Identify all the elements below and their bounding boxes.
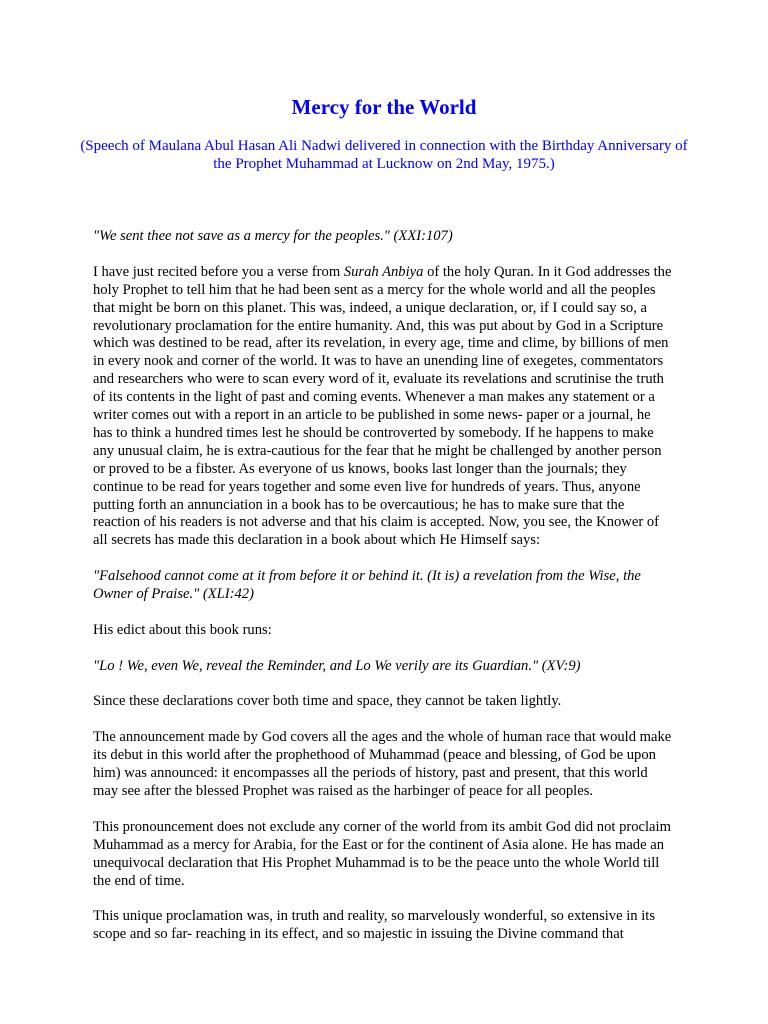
paragraph-5: This pronouncement does not exclude any corner of the world from its ambit God did not proclaim Muhammad as a mercy for Arabia, for the East or for the continent of Asia alone. He has made an unequivocal declaration that His Prophet Muhammad is to be the peace unto the whole World till the end of time. [93,818,671,889]
document-body [93,228,673,962]
paragraph-1-start: I have just recited before you a verse from [93,263,344,280]
page-title: Mercy for the World [291,95,477,119]
quote-xxi-107: "We sent thee not save as a mercy for the peoples." (XXI:107) [93,228,453,244]
paragraph-6: This unique proclamation was, in truth and reality, so marvelously wonderful, so extensive in its scope and so far- reaching in its effect, and so majestic in issuing the Divine command that [93,908,656,943]
page-subtitle: (Speech of Maulana Abul Hasan Ali Nadwi delivered in connection with the Birthday Anniversary of the Prophet Muhammad at Lucknow on 2nd May, 1975.) [80,138,688,172]
paragraph-1 [93,264,673,551]
paragraph-3: Since these declarations cover both time and space, they cannot be taken lightly. [93,693,562,710]
paragraph-1-rest: of the holy Quran. In it God addresses the holy Prophet to tell him that he had been sent as a mercy for the whole world and all the peoples that might be born on this planet. This was, indeed, a unique declaration, or, if I could say so, a revolutionary proclamation for the entire humanity. And, this was put about by God in a Scripture which was destined to be read, after its revelation, in every age, time and clime, by billions of men in every nook and corner of the world. It was to have an unending line of exegetes, commentators and researchers who were to scan every word of it, evaluate its revelations and scrutinise the truth of its contents in the light of past and coming events. Whenever a man makes any statement or a writer comes out with a report in an article to be published in some news- paper or a journal, he has to think a hundred times lest he should be controverted by somebody. If he happens to make any unusual claim, he is extra-cautious for the fear that he might be challenged by another person or proved to be a fibster. As everyone of us knows, books last longer than the journals; they continue to be read for years together and some even live for hundreds of years. Thus, anyone putting forth an annunciation in a book has to be overcautious; he has to make sure that the reaction of his readers is not adverse and that his claim is accepted. Now, you see, the Knower of all secrets has made this declaration in a book about which He Himself says: [93,263,672,549]
paragraph-2: His edict about this book runs: [93,621,272,638]
quote-xli-42: "Falsehood cannot come at it from before it or behind it. (It is) a revelation from the Wise, the Owner of Praise." (XLI:42) [93,568,641,603]
quote-xv-9: "Lo ! We, even We, reveal the Reminder, and Lo We verily are its Guardian." (XV:9) [93,657,581,674]
paragraph-4: The announcement made by God covers all the ages and the whole of human race that would make its debut in this world after the prophethood of Muhammad (peace and blessing, of God be upon him) was announced: it encompasses all the periods of history, past and present, that this world may see after the blessed Prophet was raised as the harbinger of peace for all peoples. [93,729,672,799]
surah-name: Surah Anbiya [343,263,424,280]
